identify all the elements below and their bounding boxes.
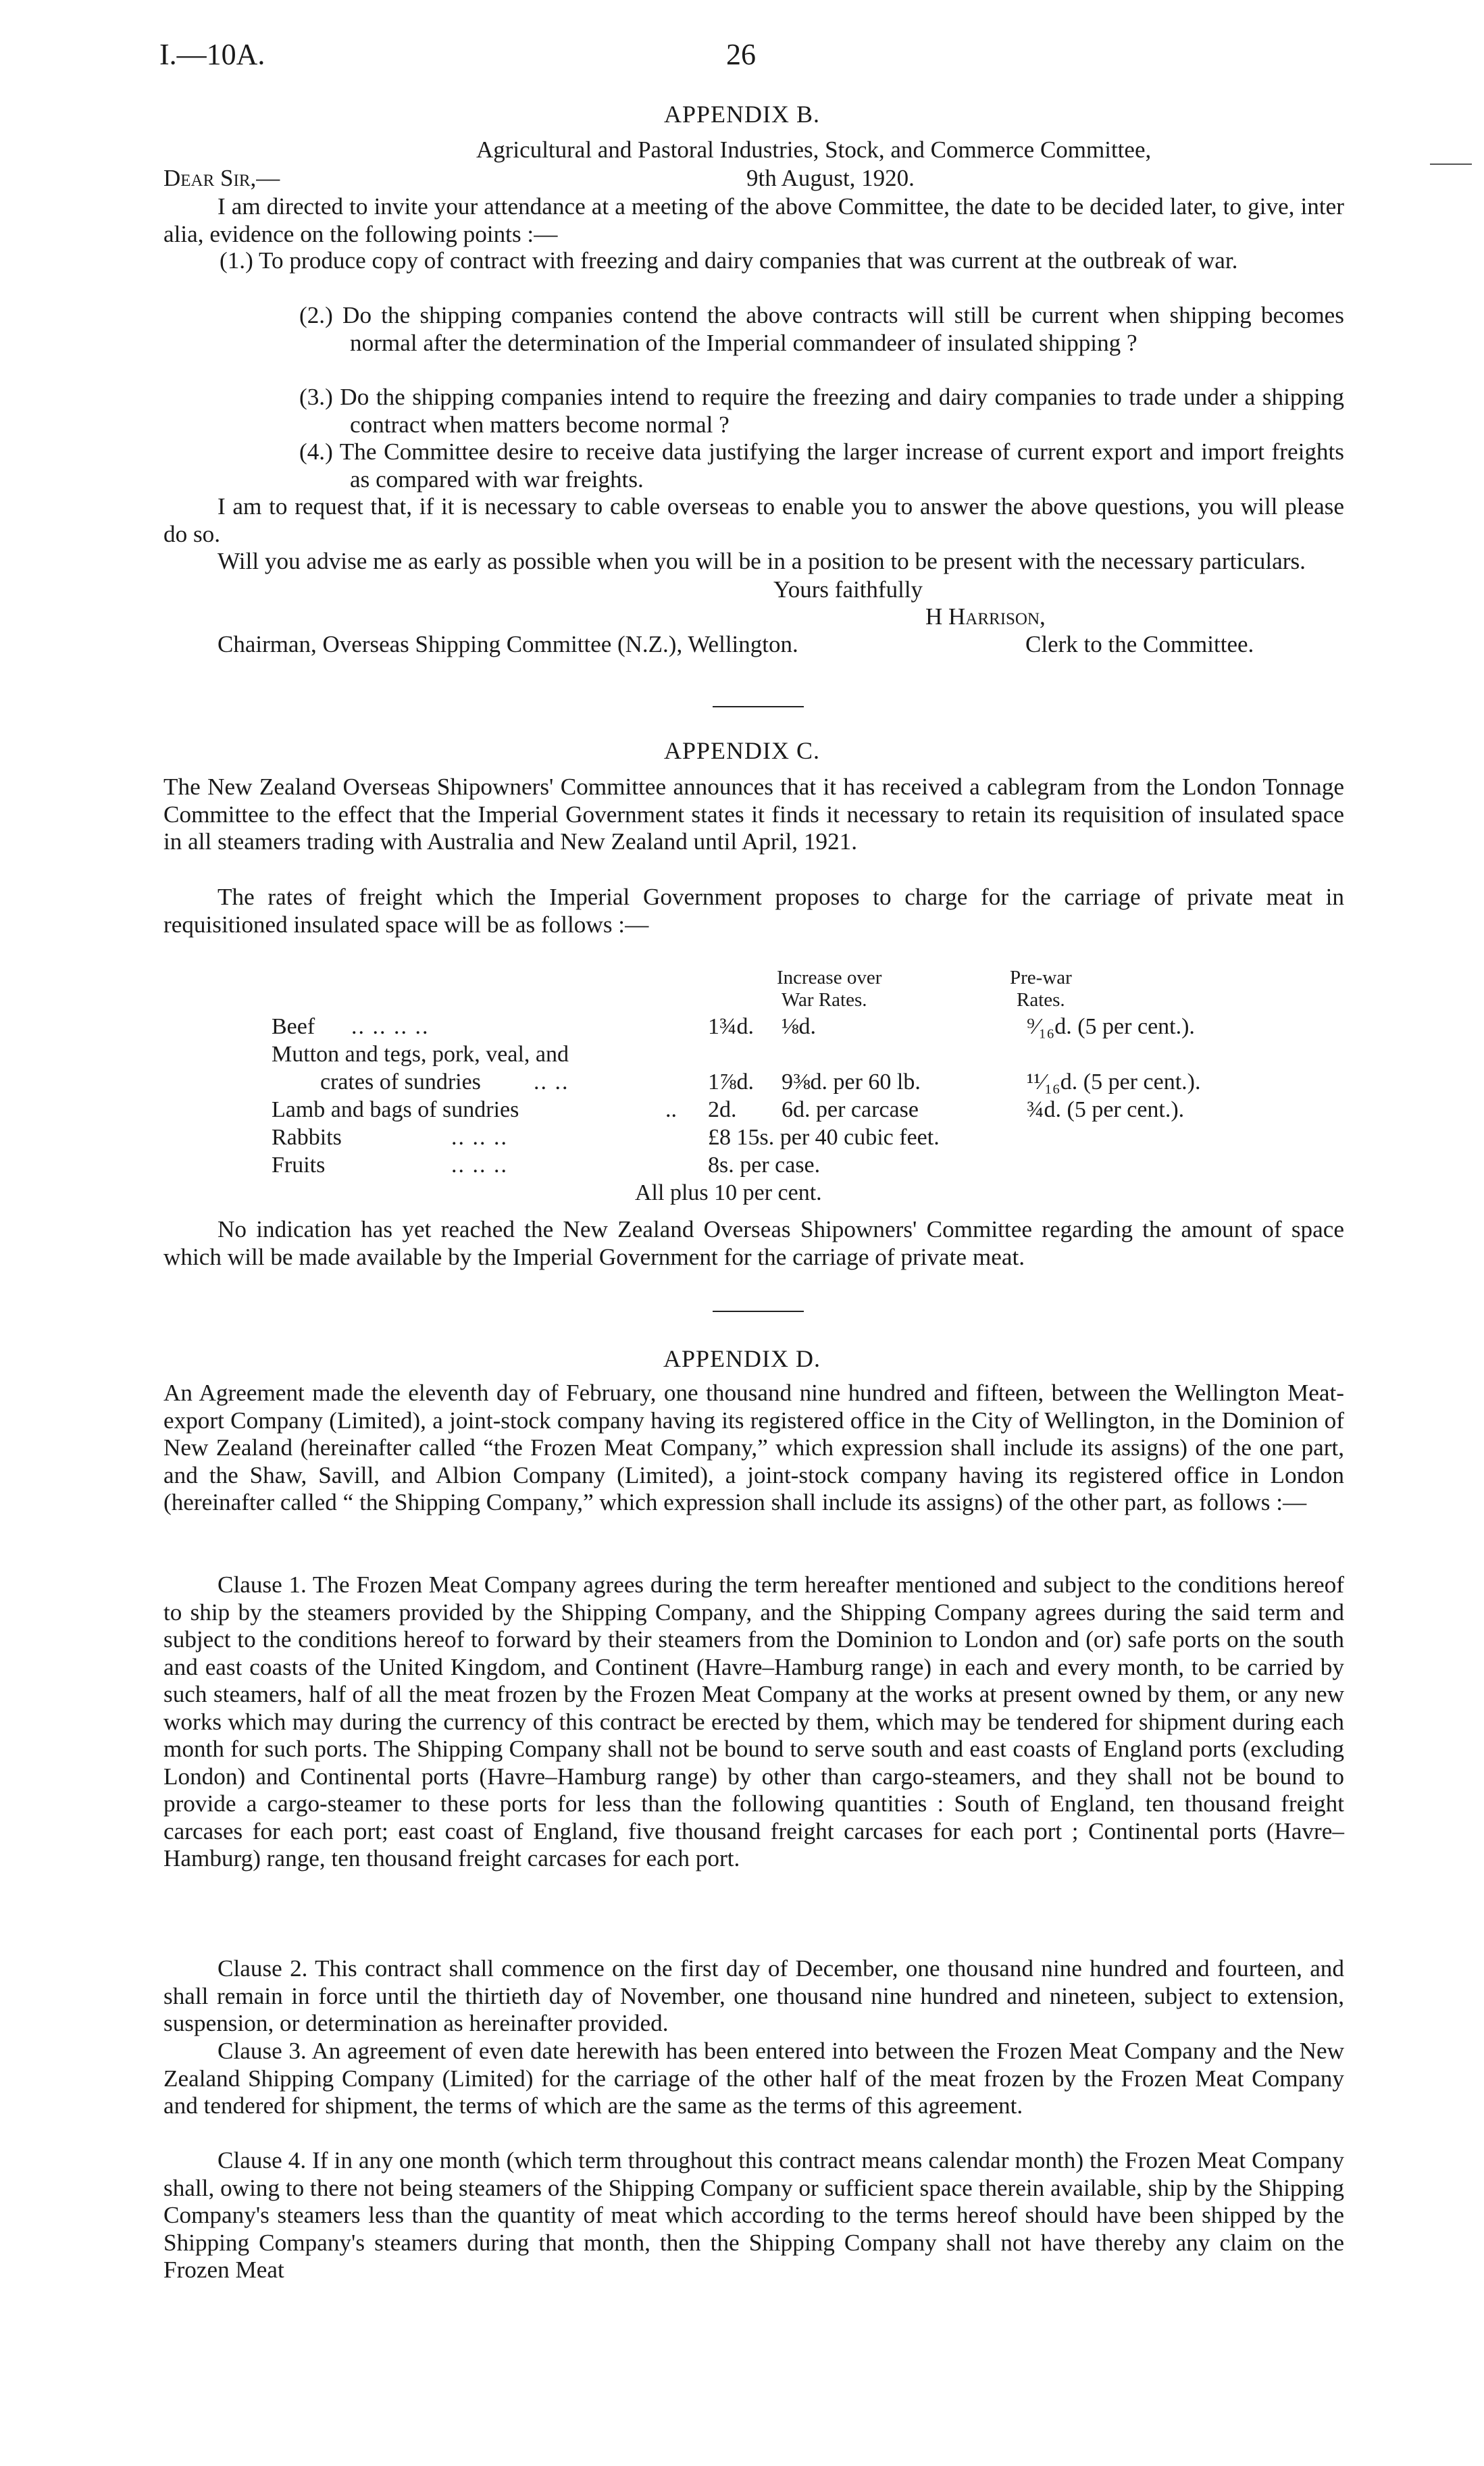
col-header-prewar: Pre-war [1010,967,1072,988]
row-increase: 9⅜d. per 60 lb. [782,1070,921,1094]
signature: H Harrison, [925,603,1046,630]
clause-4: Clause 4. If in any one month (which term throughout this contract means calendar month) the Frozen Meat Company shall, owing to there not being steamers of the Shipping Company or sufficient space therein available, ship by the Shipping Company's steamers less than the quantity of meat which according to the terms hereof should have been shipped by the Shipping Company's steamers during that month, then the Shipping Company shall not have thereby any claim on the Frozen Meat [163,2147,1344,2283]
row-item: Fruits [272,1153,326,1178]
col-header-increase: Increase over [777,967,882,988]
signatory-title: Clerk to the Committee. [1025,631,1254,657]
row-prewar: ¾d. (5 per cent.). [1027,1097,1185,1122]
col-header-prewar-2: Rates. [1017,989,1065,1011]
row-leader: .. .. .. .. [351,1014,430,1039]
clause-2: Clause 2. This contract shall commence on the first day of December, one thousand nine hundred and fourteen, and shall remain in force until the thirtieth day of November, one thousand nine hundred and nineteen, subject to extension, suspension, or determination as hereinafter provided. [163,1955,1344,2036]
row-leader: .. .. [534,1070,569,1094]
row-prewar: ⁹⁄₁₆d. (5 per cent.). [1027,1014,1195,1039]
letter-date: 9th August, 1920. [746,165,915,191]
letter-advise: Will you advise me as early as possible when you will be in a position to be present with the necessary particulars. [218,548,1306,574]
clause-1: Clause 1. The Frozen Meat Company agrees during the term hereafter mentioned and subject to the conditions hereof to ship by the steamers provided by the Shipping Company, and the Shipping Company agrees during the said term and subject to the conditions hereof to forward by their steamers from the Dominion to London and (or) safe ports on the south and east coasts of the United Kingdom, and Continent (Havre–Hamburg range) in each and every month, to be carried by such steamers, half of all the meat frozen by the Frozen Meat Company at the works at present owned by them, or any new works which may during the currency of this contract be erected by them, which may be tendered for shipment during each month for such ports. The Shipping Company shall not be bound to serve south and east coasts of England ports (excluding London) and Continental ports (Havre–Hamburg range) by other than cargo-steamers, and they shall not be bound to provide a cargo-steamer to these ports for less than the following quantities : South of England, ten thousand freight carcases for each port; east coast of England, five thousand freight carcases for each port ; Continental ports (Havre–Hamburg) range, ten thousand freight carcases for each port. [163,1571,1344,1871]
table-footer: All plus 10 per cent. [635,1180,822,1205]
appendix-c-para-2: The rates of freight which the Imperial Government proposes to charge for the carriage of private meat in requisitioned insulated space will be as follows :— [163,884,1344,938]
appendix-c-para-3: No indication has yet reached the New Zealand Overseas Shipowners' Committee regarding the amount of space which will be made available by the Imperial Government for the carriage of private meat. [163,1216,1344,1270]
point-3: (3.) Do the shipping companies intend to require the freezing and dairy companies to trade under a shipping contract when matters become normal ? [299,384,1344,438]
letter-request: I am to request that, if it is necessary to cable overseas to enable you to answer the above questions, you will please do so. [163,493,1344,547]
committee-name: Agricultural and Pastoral Industries, Stock, and Commerce Committee, [476,136,1152,163]
appendix-c-para-1: The New Zealand Overseas Shipowners' Committee announces that it has received a cablegram from the London Tonnage Committee to the effect that the Imperial Government states it finds it necessary to retain its requisition of insulated space in all steamers trading with Australia and New Zealand until April, 1921. [163,774,1344,855]
addressee: Chairman, Overseas Shipping Committee (N.Z.), Wellington. [218,631,798,657]
salutation: Dear Sir,— [163,165,280,191]
appendix-c-heading: APPENDIX C. [663,737,821,764]
row-rate: 1⅞d. [708,1070,754,1094]
appendix-b-heading: APPENDIX B. [663,101,821,128]
section-code: I.—10A. [159,38,265,71]
row-leader: .. .. .. [451,1125,508,1150]
row-increase: 6d. per carcase [782,1097,919,1122]
col-header-increase-2: War Rates. [782,989,867,1011]
letter-intro: I am directed to invite your attendance at a meeting of the above Committee, the date to be decided later, to give, inter alia, evidence on the following points :— [163,193,1344,247]
row-item: Rabbits [272,1125,342,1150]
appendix-d-heading: APPENDIX D. [663,1345,821,1372]
point-1: (1.) To produce copy of contract with freezing and dairy companies that was current at the outbreak of war. [220,247,1238,274]
point-2: (2.) Do the shipping companies contend the above contracts will still be current when shipping becomes normal after the determination of the Imperial commandeer of insulated shipping ? [299,302,1344,356]
row-item: Mutton and tegs, pork, veal, and [272,1042,569,1067]
row-prewar: ¹¹⁄₁₆d. (5 per cent.). [1027,1070,1201,1094]
row-item: Lamb and bags of sundries [272,1097,519,1122]
row-rate: £8 15s. per 40 cubic feet. [708,1125,940,1150]
row-leader: .. [665,1097,677,1122]
page-number: 26 [726,38,756,71]
row-item: Beef [272,1014,315,1039]
row-rate: 8s. per case. [708,1153,821,1178]
row-increase: ⅛d. [782,1014,816,1039]
point-4: (4.) The Committee desire to receive data justifying the larger increase of current export and import freights as compared with war freights. [299,438,1344,493]
row-rate: 1¾d. [708,1014,754,1039]
row-leader: .. .. .. [451,1153,508,1178]
margin-mark [1430,163,1472,165]
agreement-intro: An Agreement made the eleventh day of February, one thousand nine hundred and fifteen, between the Wellington Meat-export Company (Limited), a joint-stock company having its registered office in the City of Wellington, in the Dominion of New Zealand (hereinafter called “the Frozen Meat Company,” which expression shall include its assigns) of the one part, and the Shaw, Savill, and Albion Company (Limited), a joint-stock company having its registered office in London (hereinafter called “ the Shipping Company,” which expression shall include its assigns) of the other part, as follows :— [163,1380,1344,1515]
row-rate: 2d. [708,1097,737,1122]
row-item: crates of sundries [320,1070,481,1094]
clause-3: Clause 3. An agreement of even date herewith has been entered into between the Frozen Meat Company and the New Zealand Shipping Company (Limited) for the carriage of the other half of the meat frozen by the Frozen Meat Company and tendered for shipment, the terms of which are the same as the terms of this agreement. [163,2038,1344,2119]
closing: Yours faithfully [773,576,923,603]
section-divider [713,1311,804,1312]
section-divider [713,706,804,707]
